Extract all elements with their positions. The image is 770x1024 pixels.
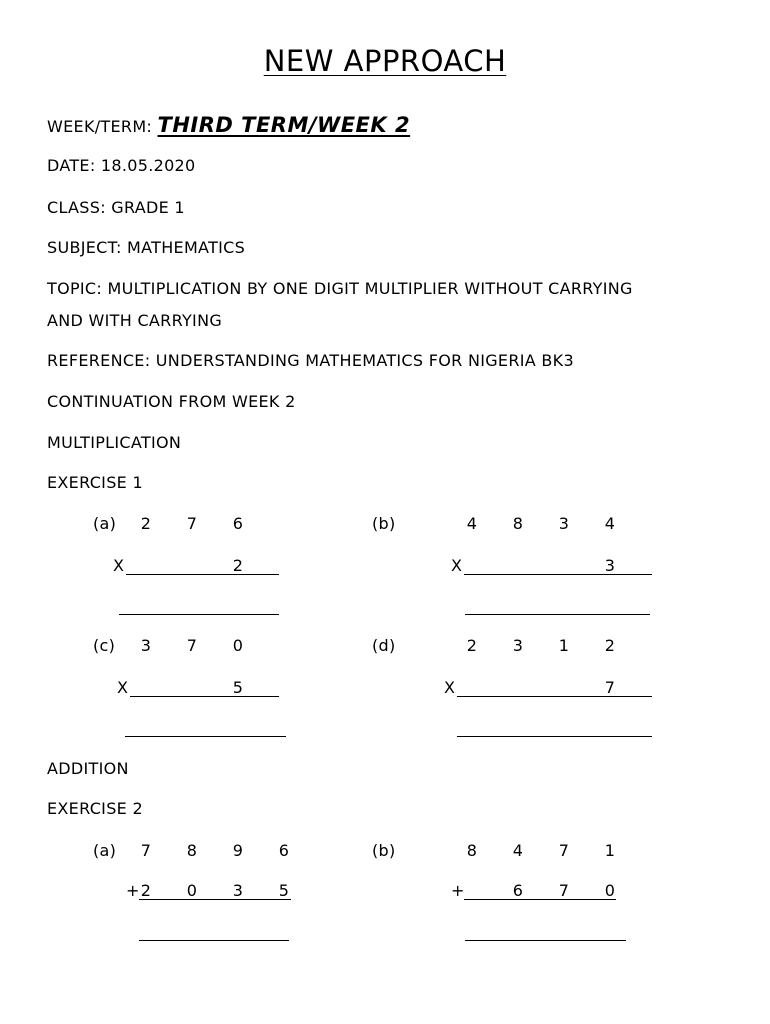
addend-digit: 3 [232,881,244,900]
digit: 9 [232,841,244,860]
multiply-sign: X [113,556,125,575]
digit: 4 [512,841,524,860]
digit: 7 [558,841,570,860]
multiplier: 7 [604,678,616,697]
plus-sign: + [126,881,140,900]
problem-label: (a) [93,514,117,533]
digit: 3 [512,636,524,655]
addend-digit: 7 [558,881,570,900]
answer-line [457,736,652,737]
plus-sign: + [451,881,465,900]
digit: 6 [232,514,244,533]
digit: 2 [140,514,152,533]
exercise2-heading: EXERCISE 2 [47,799,143,818]
problem-label: (b) [372,514,396,533]
reference-line: REFERENCE: UNDERSTANDING MATHEMATICS FOR NIGERIA BK3 [47,351,574,370]
topic-line-1: TOPIC: MULTIPLICATION BY ONE DIGIT MULTIPLIER WITHOUT CARRYING [47,279,633,298]
digit: 7 [140,841,152,860]
digit: 2 [604,636,616,655]
answer-line [465,940,626,941]
digit: 3 [140,636,152,655]
problem-label: (d) [372,636,396,655]
answer-line [130,696,279,697]
digit: 6 [278,841,290,860]
problem-label: (a) [93,841,117,860]
digit: 7 [186,636,198,655]
multiply-sign: X [451,556,463,575]
date-line: DATE: 18.05.2020 [47,156,196,175]
problem-label: (c) [93,636,116,655]
answer-line [119,614,279,615]
answer-line [126,574,279,575]
digit: 1 [604,841,616,860]
addend-digit: 5 [278,881,290,900]
class-line: CLASS: GRADE 1 [47,198,185,217]
page-title: NEW APPROACH [263,44,507,78]
multiplier: 5 [232,678,244,697]
multiply-sign: X [117,678,129,697]
addend-digit: 6 [512,881,524,900]
exercise1-heading: EXERCISE 1 [47,473,143,492]
week-term-label: WEEK/TERM: [47,117,153,136]
week-term-row [47,113,410,137]
answer-line [139,940,289,941]
multiplier: 2 [232,556,244,575]
answer-line [125,736,286,737]
topic-line-2: AND WITH CARRYING [47,311,223,330]
answer-line [465,614,650,615]
addend-digit: 0 [604,881,616,900]
digit: 4 [604,514,616,533]
addend-digit: 0 [186,881,198,900]
digit: 8 [512,514,524,533]
digit: 7 [186,514,198,533]
subject-line: SUBJECT: MATHEMATICS [47,238,246,257]
answer-line [464,899,616,900]
addition-heading: ADDITION [47,759,129,778]
multiply-sign: X [444,678,456,697]
digit: 8 [186,841,198,860]
digit: 4 [466,514,478,533]
continuation-line: CONTINUATION FROM WEEK 2 [47,392,296,411]
multiplication-heading: MULTIPLICATION [47,433,182,452]
digit: 0 [232,636,244,655]
digit: 2 [466,636,478,655]
digit: 3 [558,514,570,533]
problem-label: (b) [372,841,396,860]
addend-digit: 2 [140,881,152,900]
digit: 1 [558,636,570,655]
week-term-value: THIRD TERM/WEEK 2 [157,113,411,137]
digit: 8 [466,841,478,860]
multiplier: 3 [604,556,616,575]
